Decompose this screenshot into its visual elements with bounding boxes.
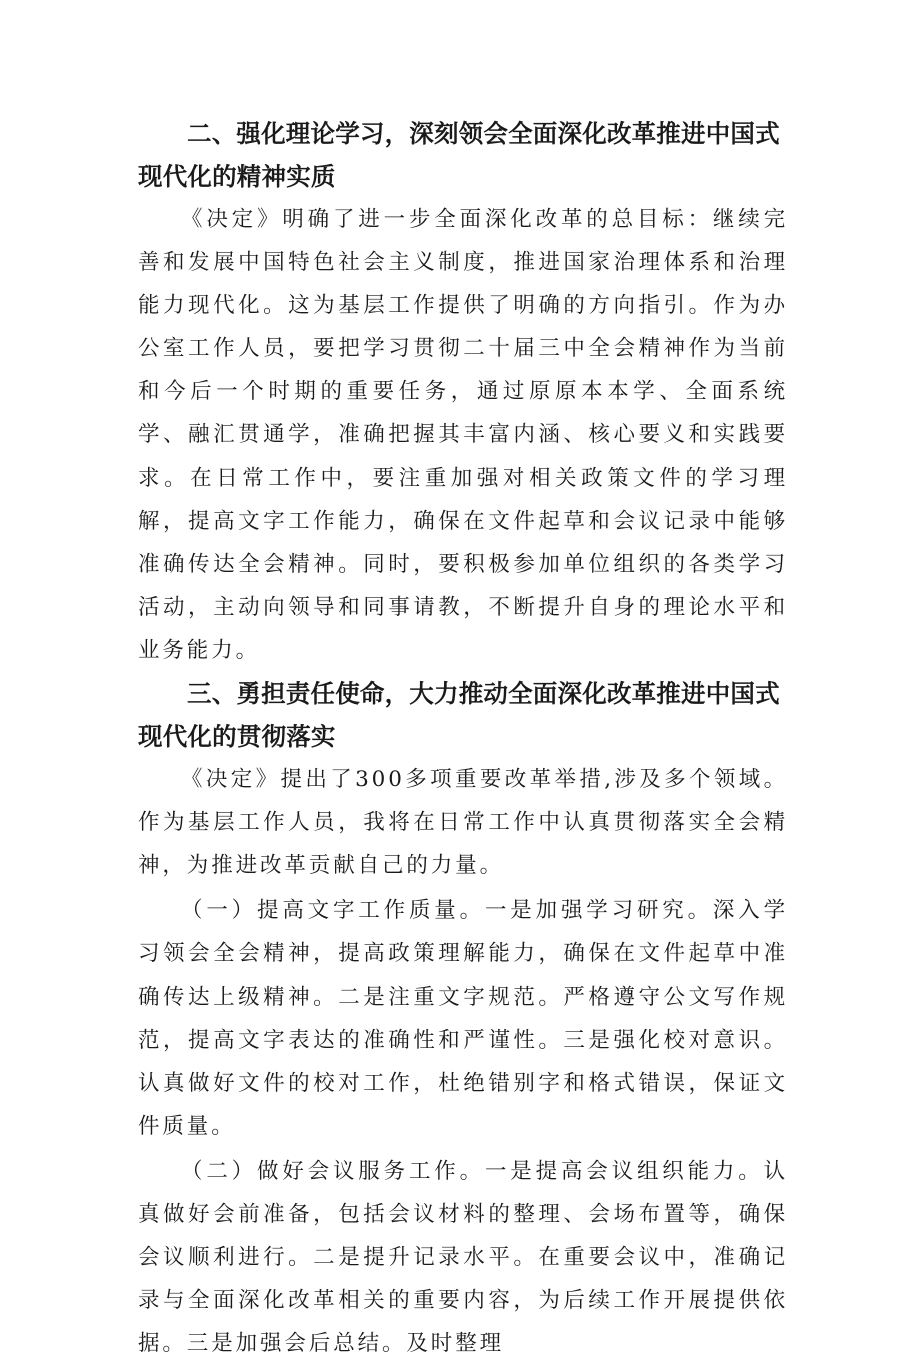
- section-3-item-1-paragraph: （一）提高文字工作质量。一是加强学习研究。深入学习领会全会精神，提高政策理解能力，确保在文件起草中准确传达上级精神。二是注重文字规范。严格遵守公文写作规范，提高文字表达的准确性和严谨性。三是强化校对意识。认真做好文件的校对工作，杜绝错别字和格式错误，保证文件质量。: [138, 898, 788, 1139]
- section-3-intro-paragraph: 《决定》提出了300多项重要改革举措,涉及多个领域。作为基层工作人员，我将在日常工作中认真贯彻落实全会精神，为推进改革贡献自己的力量。: [138, 767, 788, 879]
- section-3-heading: 三、勇担责任使命，大力推动全面深化改革推进中国式现代化的贯彻落实: [138, 679, 780, 752]
- document-body: [138, 112, 788, 1365]
- section-2-heading: 二、强化理论学习，深刻领会全面深化改革推进中国式现代化的精神实质: [138, 119, 780, 191]
- section-2-paragraph: 《决定》明确了进一步全面深化改革的总目标：继续完善和发展中国特色社会主义制度，推进国家治理体系和治理能力现代化。这为基层工作提供了明确的方向指引。作为办公室工作人员，要把学习贯彻二十届三中全会精神作为当前和今后一个时期的重要任务，通过原原本本学、全面系统学、融汇贯通学，准确把握其丰富内涵、核心要义和实践要求。在日常工作中，要注重加强对相关政策文件的学习理解，提高文字工作能力，确保在文件起草和会议记录中能够准确传达全会精神。同时，要积极参加单位组织的各类学习活动，主动向领导和同事请教，不断提升自身的理论水平和业务能力。: [138, 207, 788, 663]
- section-3-item-2-paragraph: （二）做好会议服务工作。一是提高会议组织能力。认真做好会前准备，包括会议材料的整理、会场布置等，确保会议顺利进行。二是提升记录水平。在重要会议中，准确记录与全面深化改革相关的重要内容，为后续工作开展提供依据。三是加强会后总结。及时整理: [138, 1158, 788, 1357]
